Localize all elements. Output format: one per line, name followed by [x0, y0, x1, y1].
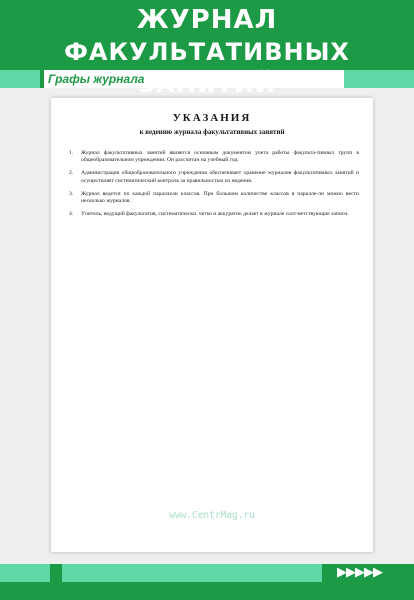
section-label: Графы журнала: [48, 72, 145, 86]
list-item: [69, 211, 359, 218]
footer-accent-tab: [62, 564, 322, 582]
list-item-number: 1.: [69, 150, 74, 156]
list-item-text: Журнал ведется по каждой параллели классов. При большом количестве классов в паралле-ли можно вести несколько журналов.: [81, 190, 359, 205]
footer-accent-left: [0, 564, 50, 582]
list-item-text: Администрация общеобразовательного учреждения обеспечивает хранение журналов факультативных занятий и осуществляет систематический контроль за правильностью их ведения.: [81, 170, 359, 184]
list-item-number: 2.: [69, 170, 74, 177]
header-banner: [0, 0, 414, 70]
header-title-line1: ЖУРНАЛ: [136, 5, 278, 35]
document-page: [51, 98, 373, 552]
list-item: [69, 150, 359, 164]
double-arrow-icon: ▶▶▶▶▶: [337, 565, 382, 580]
header-title-line2: ФАКУЛЬТАТИВНЫХ: [64, 38, 350, 66]
section-bar-accent-left: [0, 70, 40, 88]
list-item: [69, 191, 359, 205]
list-item-text: Учитель, ведущий факультатив, систематически. четко и аккуратно делает в журнале соот-ветствующие записи.: [81, 211, 349, 218]
document-subtitle: к ведению журнала факультативных занятий: [139, 128, 285, 136]
list-item-number: 4.: [69, 211, 74, 218]
list-item-text: Журнал факультативных занятий является основным документом учета работы факульта-тивных групп в общеобразовательном учреждении. Он рассчитан на учебный год.: [81, 150, 359, 164]
list-item: [69, 170, 359, 184]
list-item-number: 3.: [69, 190, 74, 197]
instructions-list: [69, 150, 359, 224]
document-title: УКАЗАНИЯ: [172, 112, 252, 124]
section-bar-accent-right: [344, 70, 414, 88]
watermark-url: www.CentrMag.ru: [169, 510, 255, 521]
